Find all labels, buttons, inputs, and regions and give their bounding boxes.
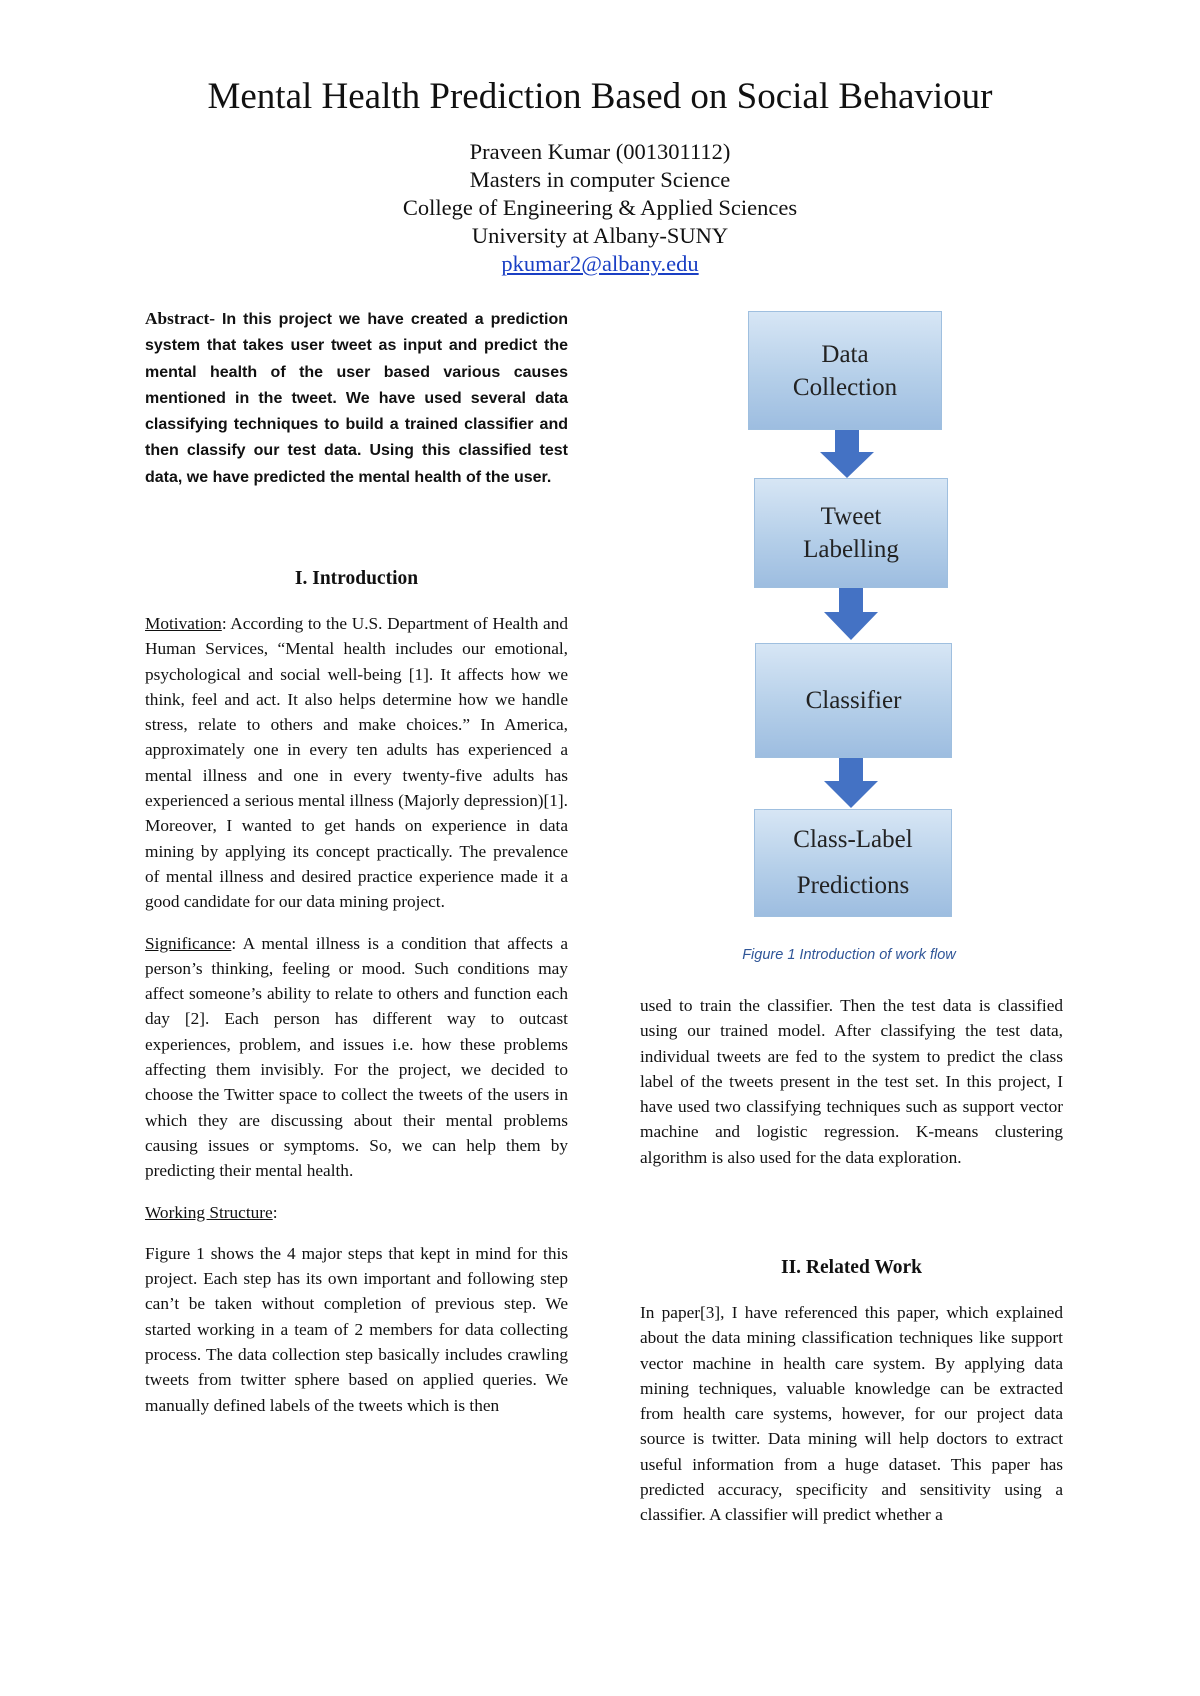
related-work-heading: II. Related Work	[780, 1257, 923, 1278]
flow-arrow-down-icon	[822, 588, 880, 642]
author-degree: Masters in computer Science	[469, 167, 731, 192]
flow-step-class-label-predictions	[754, 809, 952, 917]
flow-step-label: Tweet	[820, 503, 882, 530]
motivation-text: : According to the U.S. Department of Health and Human Services, “Mental health includes our emotional, psychological and social well-being [1]. It affects how we think, feel and act. It also helps determine how we handle stress, relate to others and make choices.” In America, approximately one in every ten adults has experienced a mental illness and one in every twenty-five adults has experienced a serious mental illness (Majorly depression)[1]. Moreover, I wanted to get hands on experience in data mining by applying its concept practically. The prevalence of mental illness and desired practice experience made it a good candidate for our data mining project.	[145, 614, 568, 912]
flow-arrow-down-icon	[818, 430, 876, 480]
author-name: Praveen Kumar (001301112)	[469, 139, 731, 164]
working-structure-label: Working Structure	[145, 1202, 273, 1222]
significance-text: : A mental illness is a condition that affects a person’s thinking, feeling or mood. Such conditions may affect someone’s ability to relate to others and function each day [2]. Each person has different way to outcast experiences, problem, and issues i.e. how these problems affecting them invisibly. For the project, we decided to choose the Twitter space to collect the tweets of the users in which they are discussing about their mental problems causing issues or symptoms. So, we can help them by predicting their mental health.	[145, 933, 568, 1181]
abstract	[145, 306, 568, 490]
significance-label: Significance	[145, 933, 232, 953]
flow-arrow-down-icon	[822, 758, 880, 810]
author-email-link[interactable]: pkumar2@albany.edu	[501, 251, 699, 276]
intro-heading: I. Introduction	[294, 568, 419, 589]
abstract-text: In this project we have created a prediction system that takes user tweet as input and predict the mental health of the user based various causes mentioned in the tweet. We have used several data classifying techniques to build a trained classifier and then classify our test data. Using this classified test data, we have predicted the mental health of the user.	[145, 311, 568, 486]
working-structure-paragraph: Figure 1 shows the 4 major steps that kept in mind for this project. Each step has its own important and following step can’t be taken without completion of previous step. We started working in a team of 2 members for data collecting process. The data collection step basically includes crawling tweets from twitter sphere based on applied queries. We manually defined labels of the tweets which is then	[145, 1243, 568, 1415]
motivation-label: Motivation	[145, 614, 222, 633]
author-email-line	[0, 250, 1200, 278]
flow-step-data-collection	[748, 311, 942, 430]
figure-caption: Figure 1 Introduction of work flow	[742, 947, 956, 963]
intro-left-column	[145, 611, 568, 1418]
author-university: University at Albany-SUNY	[471, 223, 729, 248]
intro-continued-paragraph: used to train the classifier. Then the test data is classified using our trained model. After classifying the test data, individual tweets are fed to the system to predict the class label of the tweets present in the test set. In this project, I have used two classifying techniques such as support vector machine and logistic regression. K-means clustering algorithm is also used for the data exploration.	[640, 996, 1063, 1167]
author-college: College of Engineering & Applied Sciences	[402, 195, 798, 220]
paper-title: Mental Health Prediction Based on Social Behaviour	[207, 76, 993, 117]
flow-step-label: Labelling	[803, 536, 899, 563]
flow-step-classifier	[755, 643, 952, 758]
significance-paragraph	[145, 931, 568, 1184]
flow-step-label: Class-Label	[793, 826, 913, 853]
flow-step-tweet-labelling	[754, 478, 948, 588]
working-structure-suffix: :	[272, 1202, 278, 1222]
flow-step-label: Predictions	[796, 872, 910, 899]
flow-step-label: Data	[821, 340, 869, 368]
working-structure-heading	[145, 1200, 568, 1225]
motivation-paragraph	[145, 611, 568, 915]
flow-step-label: Collection	[792, 373, 898, 401]
abstract-label: Abstract-	[145, 309, 216, 328]
related-work-paragraph: In paper[3], I have referenced this paper, which explained about the data mining classification techniques like support vector machine in health care system. By applying data mining techniques, valuable knowledge can be extracted from health care systems, however, for our project data source is twitter. Data mining will help doctors to extract useful information from a huge dataset. This paper has predicted accuracy, specificity and sensitivity using a classifier. A classifier will predict whether a	[640, 1303, 1063, 1525]
flow-step-label: Classifier	[805, 687, 902, 714]
